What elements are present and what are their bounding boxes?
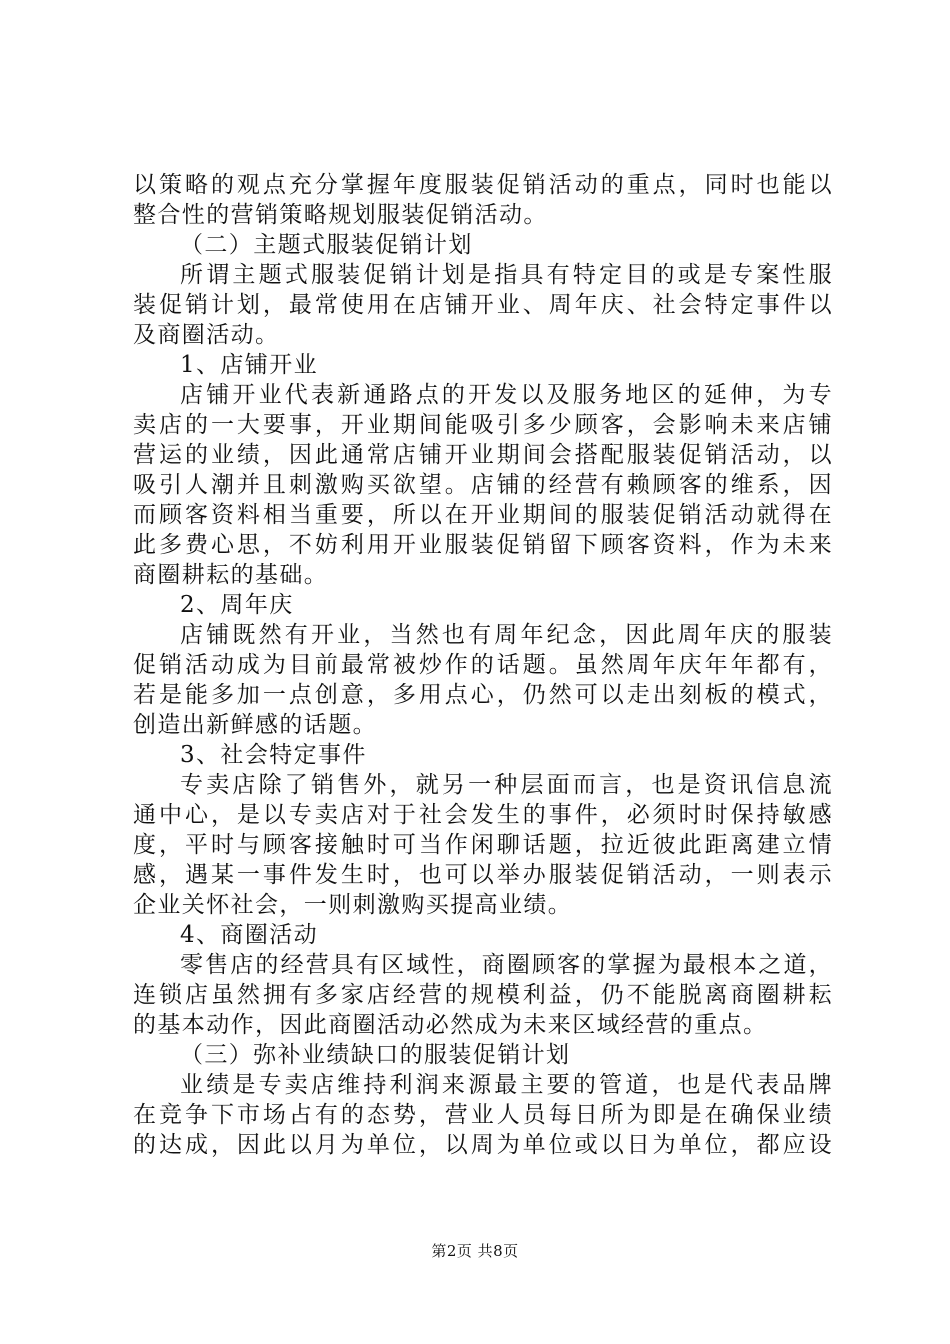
subsection-heading: 3、社会特定事件: [180, 742, 367, 768]
text-line: 业绩是专卖店维持利润来源最主要的管道，也是代表品牌: [180, 1072, 833, 1098]
text-line: 的达成，因此以月为单位，以周为单位或以日为单位，都应设: [133, 1132, 833, 1158]
text-line: 整合性的营销策略规划服装促销活动。: [133, 202, 548, 228]
text-line: 在竞争下市场占有的态势，营业人员每日所为即是在确保业绩: [133, 1102, 833, 1128]
text-line: 店铺既然有开业，当然也有周年纪念，因此周年庆的服装: [180, 622, 833, 648]
text-line: 卖店的一大要事，开业期间能吸引多少顾客，会影响未来店铺: [133, 412, 833, 438]
text-line: 营运的业绩，因此通常店铺开业期间会搭配服装促销活动，以: [133, 442, 833, 468]
text-line: 此多费心思，不妨利用开业服装促销留下顾客资料，作为未来: [133, 532, 833, 558]
text-line: 的基本动作，因此商圈活动必然成为未来区域经营的重点。: [133, 1012, 768, 1038]
section-heading: （三）弥补业绩缺口的服装促销计划: [180, 1042, 571, 1068]
text-line: 店铺开业代表新通路点的开发以及服务地区的延伸，为专: [180, 382, 833, 408]
text-line: 通中心，是以专卖店对于社会发生的事件，必须时时保持敏感: [133, 802, 833, 828]
section-heading: （二）主题式服装促销计划: [180, 232, 473, 258]
text-line: 创造出新鲜感的话题。: [133, 712, 377, 738]
text-line: 企业关怀社会，一则刺激购买提高业绩。: [133, 892, 573, 918]
text-line: 及商圈活动。: [133, 322, 280, 348]
text-line: 装促销计划，最常使用在店铺开业、周年庆、社会特定事件以: [133, 292, 833, 318]
subsection-heading: 4、商圈活动: [180, 922, 319, 948]
text-line: 零售店的经营具有区域性，商圈顾客的掌握为最根本之道，: [180, 952, 833, 978]
text-line: 所谓主题式服装促销计划是指具有特定目的或是专案性服: [180, 262, 833, 288]
text-line: 以策略的观点充分掌握年度服装促销活动的重点，同时也能以: [133, 172, 833, 198]
text-line: 专卖店除了销售外，就另一种层面而言，也是资讯信息流: [180, 772, 833, 798]
text-line: 商圈耕耘的基础。: [133, 562, 329, 588]
text-line: 连锁店虽然拥有多家店经营的规模利益，仍不能脱离商圈耕耘: [133, 982, 833, 1008]
text-line: 促销活动成为目前最常被炒作的话题。虽然周年庆年年都有，: [133, 652, 833, 678]
subsection-heading: 2、周年庆: [180, 592, 294, 618]
text-line: 感，遇某一事件发生时，也可以举办服装促销活动，一则表示: [133, 862, 833, 888]
document-body: [133, 170, 833, 1160]
text-line: 度，平时与顾客接触时可当作闲聊话题，拉近彼此距离建立情: [133, 832, 833, 858]
page-footer: 第2页 共8页: [431, 1242, 519, 1260]
text-line: 而顾客资料相当重要，所以在开业期间的服装促销活动就得在: [133, 502, 833, 528]
text-line: 吸引人潮并且刺激购买欲望。店铺的经营有赖顾客的维系，因: [133, 472, 833, 498]
text-line: 若是能多加一点创意，多用点心，仍然可以走出刻板的模式，: [133, 682, 833, 708]
subsection-heading: 1、店铺开业: [180, 352, 319, 378]
